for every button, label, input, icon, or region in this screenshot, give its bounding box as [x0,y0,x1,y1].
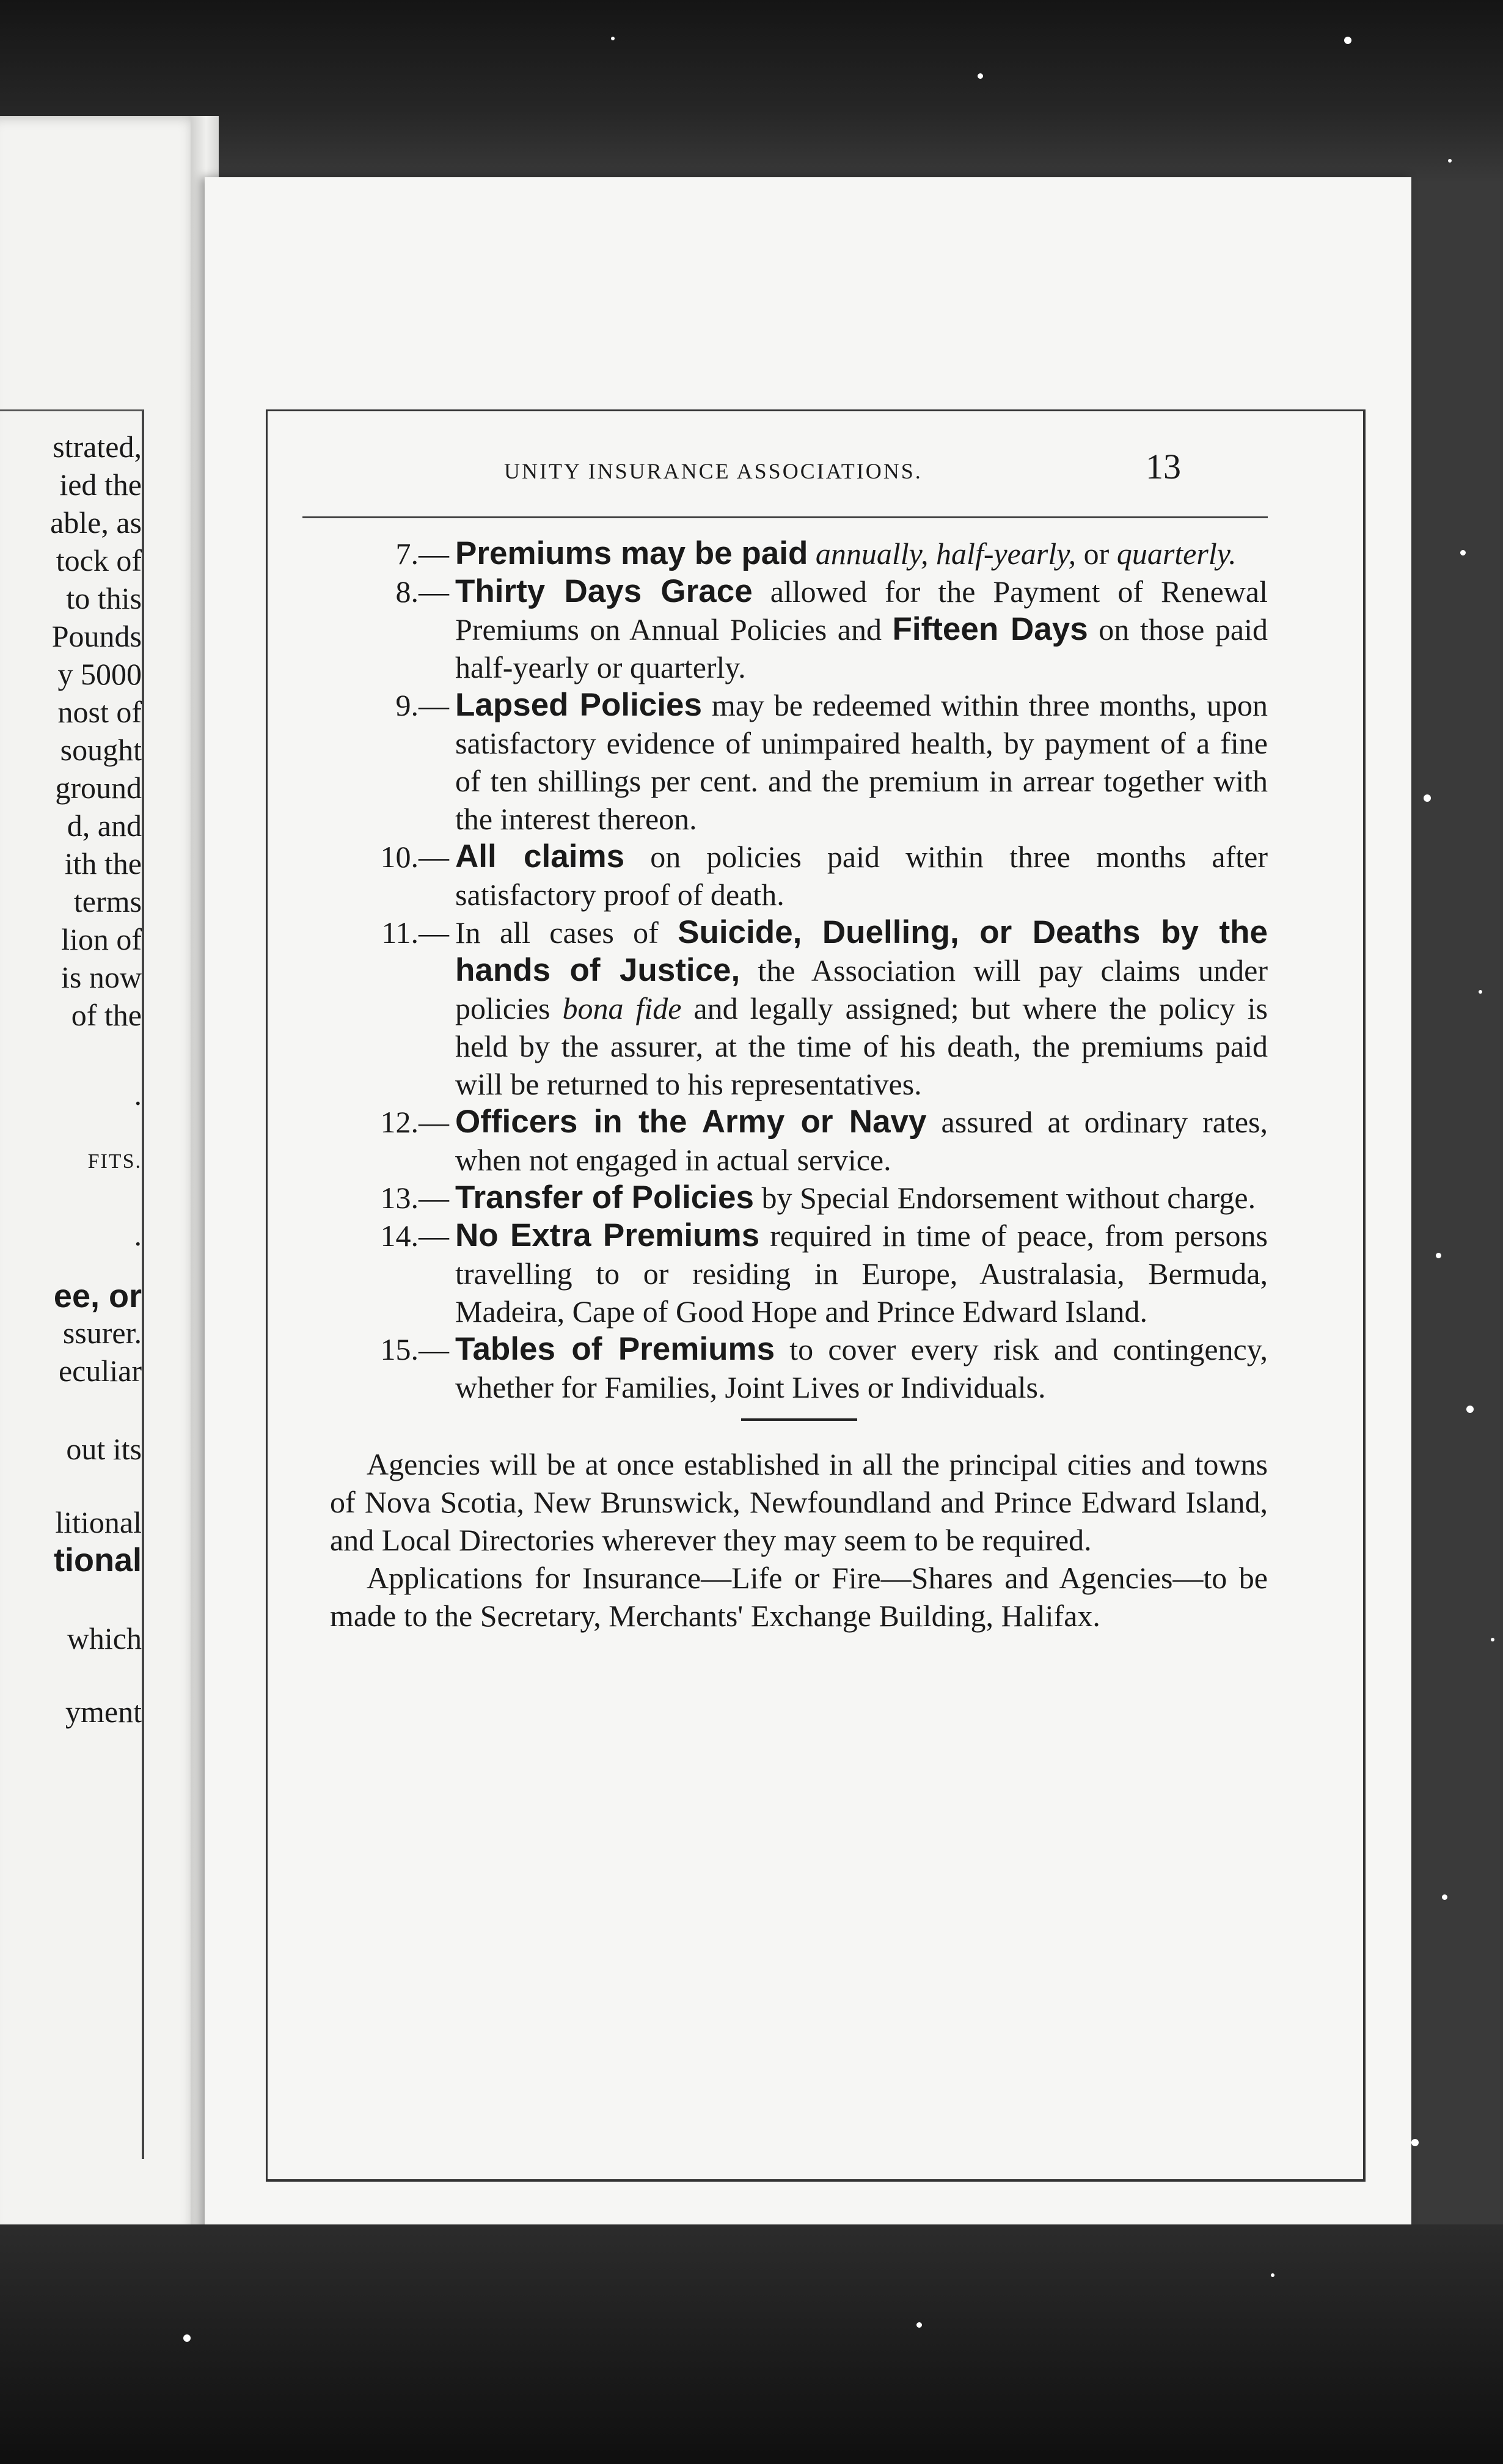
running-title: UNITY INSURANCE ASSOCIATIONS. [504,459,923,483]
left-page-line: ith the [64,846,142,881]
scan-speck [1479,990,1482,994]
item-italic-text: bona fide [562,991,682,1025]
item-number: 8.— [395,574,449,609]
scan-speck [978,73,983,79]
scan-speck [916,2322,922,2328]
item-number: 11.— [381,915,449,950]
left-page-line: of the [71,998,142,1032]
item-text: allowed for the Payment of Renewal Premiums on Annual Policies and [455,574,1268,647]
item-text [808,537,816,571]
item-number: 14.— [380,1219,449,1253]
left-page-line: . [134,1218,142,1252]
item-heading: Premiums may be paid [455,535,808,571]
scan-speck [1424,794,1431,802]
left-page-line: ground [55,771,142,805]
item-text: may be redeemed within three months, upon satisfactory evidence of unimpaired health, by payment of a fine of ten shillings per cent. and the premium in arrear together with the interest thereon. [455,688,1268,836]
scan-speck [1466,1406,1474,1413]
list-item [330,1217,1268,1330]
right-page [205,177,1411,2243]
left-page-line: terms [73,884,142,919]
left-page-line: sought [60,733,142,767]
scan-background-top [0,0,1503,183]
item-heading: Tables of Premiums [455,1331,775,1367]
left-page-line: nost of [57,695,142,729]
left-page-line: y 5000 [57,657,142,691]
scan-speck [1491,1638,1494,1641]
item-number: 12.— [380,1105,449,1139]
left-page-line: yment [65,1695,142,1729]
item-text: required in time of peace, from persons travelling to or residing in Europe, Australasia, Bermuda, Madeira, Cape of Good Hope and Prince Edward Island. [455,1219,1268,1329]
item-number: 13.— [380,1181,449,1215]
left-page-line: FITS. [87,1150,142,1173]
left-page-line: litional [55,1505,142,1539]
left-page-line: Pounds [51,619,142,653]
list-item [330,573,1268,686]
item-heading: Officers in the Army or Navy [455,1104,927,1140]
scan-speck [1448,159,1452,163]
list-item [330,914,1268,1103]
left-page-line: d, and [67,809,142,843]
list-item [330,838,1268,914]
scan-speck [1460,550,1466,556]
left-page-line: eculiar [58,1354,142,1388]
left-page [0,116,205,2237]
running-head [205,446,1411,501]
left-page-line: able, as [50,505,142,540]
page-number: 13 [1146,447,1181,486]
item-text: the Association will pay claims under policies [455,953,1268,1025]
scan-speck [611,37,615,40]
scan-speck [183,2334,191,2342]
list-item [330,686,1268,838]
left-page-line: strated, [53,430,142,464]
left-page-line: which [67,1621,142,1656]
item-heading: All claims [455,838,625,875]
left-page-line: tock of [56,543,142,578]
left-page-line: ssurer. [62,1316,142,1350]
numbered-items [330,535,1268,1406]
item-text: by Special Endorsement without charge. [753,1181,1256,1215]
scan-speck [1442,1894,1447,1900]
left-page-line: ee, or [53,1278,142,1314]
list-item [330,535,1268,573]
item-number: 7.— [395,537,449,571]
item-text: on policies paid within three months after satisfactory proof of death. [455,840,1268,912]
item-heading: Fifteen Days [892,611,1088,647]
item-text: or [1076,537,1117,571]
left-page-line: to this [66,581,142,615]
left-page-line: out its [66,1432,142,1466]
applications-paragraph: Applications for Insurance—Life or Fire—Shares and Agencies—to be made to the Secretary, Merchants' Exchange Building, Halifax. [330,1561,1268,1633]
list-item [330,1103,1268,1179]
left-page-line: tional [54,1542,142,1579]
main-text [330,535,1268,1635]
item-text: In all cases of [455,915,678,950]
item-text: to cover every risk and contingency, whether for Families, Joint Lives or Individuals. [455,1332,1268,1404]
left-page-line: lion of [61,922,142,956]
item-number: 10.— [380,840,449,874]
agencies-paragraph: Agencies will be at once established in all the principal cities and towns of Nova Scotia, New Brunswick, Newfoundland and Prince Edward Island, and Local Directories wherever they may seem to be required. [330,1447,1268,1557]
section-divider [741,1418,857,1421]
item-text: and legally assigned; but where the policy is held by the assurer, at the time of his death, the premiums paid will be returned to his representatives. [455,991,1268,1101]
item-text: on those paid half-yearly or quarterly. [455,612,1268,684]
item-heading: Suicide, Duelling, or Deaths by the hands of Justice, [455,914,1268,988]
item-heading: Thirty Days Grace [455,573,753,609]
scan-speck [1271,2273,1274,2277]
scan-speck [1436,1253,1441,1258]
scan-background-bottom [0,2224,1503,2464]
item-italic-text: quarterly. [1116,537,1237,571]
item-number: 15.— [380,1332,449,1366]
list-item [330,1179,1268,1217]
item-heading: Lapsed Policies [455,687,702,723]
list-item [330,1330,1268,1406]
scan-speck [1344,37,1351,44]
item-text: assured at ordinary rates, when not engaged in actual service. [455,1105,1268,1177]
item-italic-text: annually, half-yearly, [815,537,1077,571]
item-number: 9.— [395,688,449,722]
item-heading: Transfer of Policies [455,1179,754,1216]
left-page-line: is now [61,960,142,994]
scan-speck [1411,2139,1419,2146]
left-page-line: . [134,1077,142,1112]
item-heading: No Extra Premiums [455,1217,760,1253]
header-rule [302,516,1268,518]
left-page-line: ied the [59,468,142,502]
